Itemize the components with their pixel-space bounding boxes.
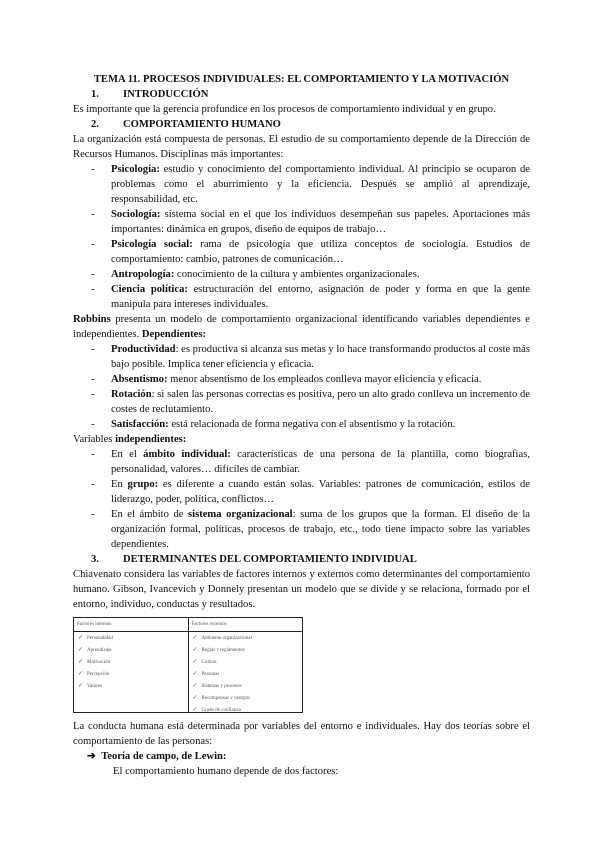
list-item: - En el ámbito individual: características de una persona de la plantilla, como biografías, personalidad, valores… difíciles de cambiar. xyxy=(73,447,530,477)
internal-factors-column xyxy=(74,618,189,712)
determinants-paragraph: Chiavenato considera las variables de factores internos y externos como determinantes del comportamiento humano. Gibson, Ivancevich y Donnely presentan un modelo que se divide y se relaciona, formado por el entorno, individuo, conductas y resultados. xyxy=(73,569,530,610)
independent-label: Variables independientes: xyxy=(73,434,187,445)
table-row: ✓ Ambiente organizacional xyxy=(192,635,252,641)
document-body xyxy=(73,72,530,779)
table-row: ✓ Aprendizaje xyxy=(78,647,112,653)
list-item: - Ciencia política: estructuración del entorno, asignación de poder y forma en que la gente manipula para intereses individuales. xyxy=(73,282,530,312)
check-icon: ✓ xyxy=(78,659,84,665)
table-row: ✓ Personalidad xyxy=(78,635,113,641)
dependent-variables-list xyxy=(73,342,530,432)
check-icon: ✓ xyxy=(78,635,84,641)
check-icon: ✓ xyxy=(78,683,84,689)
list-item: - Satisfacción: está relacionada de forma negativa con el absentismo y la rotación. xyxy=(73,417,530,432)
factors-table-figure xyxy=(73,617,303,713)
check-icon: ✓ xyxy=(78,671,84,677)
theory-heading: ➔ Teoría de campo, de Lewin: xyxy=(87,751,227,762)
check-icon: ✓ xyxy=(192,683,198,689)
check-icon: ✓ xyxy=(192,695,198,701)
human-behavior-paragraph: La organización está compuesta de personas. El estudio de su comportamiento depende de la Dirección de Recursos Humanos. Disciplinas más importantes: xyxy=(73,134,530,160)
external-factors-header: Factores externos xyxy=(189,618,303,632)
list-item: - En grupo: es diferente a cuando están solas. Variables: patrones de comunicación, estilos de liderazgo, poder, política, conflictos… xyxy=(73,477,530,507)
page-title: TEMA 11. PROCESOS INDIVIDUALES: EL COMPORTAMIENTO Y LA MOTIVACIÓN xyxy=(93,74,510,85)
section-heading-2: 2. COMPORTAMIENTO HUMANO xyxy=(91,119,281,130)
arrow-right-icon: ➔ xyxy=(87,751,96,762)
table-row: ✓ Cultura xyxy=(192,659,217,665)
intro-paragraph: Es importante que la gerencia profundice en los procesos de comportamiento individual y en grupo. xyxy=(73,104,496,115)
theory-text: El comportamiento humano depende de dos factores: xyxy=(113,766,339,777)
table-row: ✓ Personas xyxy=(192,671,220,677)
list-item: - Antropología: conocimiento de la cultura y ambientes organizacionales. xyxy=(73,267,530,282)
check-icon: ✓ xyxy=(192,635,198,641)
list-item: - Absentismo: menor absentismo de los empleados conlleva mayor eficiencia y eficacia. xyxy=(73,372,530,387)
check-icon: ✓ xyxy=(78,647,84,653)
table-row: ✓ Valores xyxy=(78,683,103,689)
list-item: - En el ámbito de sistema organizacional: suma de los grupos que la forman. El diseño de la organización formal, políticas, procesos de trabajo, etc., todo tiene impacto sobre las variables dependientes. xyxy=(73,507,530,552)
section-heading-3: 3. DETERMINANTES DEL COMPORTAMIENTO INDIVIDUAL xyxy=(91,554,417,565)
table-row: ✓ Sistemas y procesos xyxy=(192,683,242,689)
section-heading-1: 1. INTRODUCCIÓN xyxy=(91,89,209,100)
list-item: - Productividad: es productiva si alcanza sus metas y lo hace transformando productos al coste más bajo posible. Implica tener eficiencia y eficacia. xyxy=(73,342,530,372)
internal-factors-header: Factores internos xyxy=(74,618,188,632)
check-icon: ✓ xyxy=(192,659,198,665)
table-row: ✓ Recompensas y castigos xyxy=(192,695,251,701)
disciplines-list xyxy=(73,162,530,312)
independent-variables-list xyxy=(73,447,530,552)
conduct-paragraph: La conducta humana está determinada por variables del entorno e individuales. Hay dos teorías sobre el comportamiento de las personas: xyxy=(73,721,530,747)
table-row: ✓ Motivación xyxy=(78,659,111,665)
check-icon: ✓ xyxy=(192,707,198,713)
table-row: ✓ Percepción xyxy=(78,671,110,677)
check-icon: ✓ xyxy=(192,671,198,677)
table-row: ✓ Grado de confianza xyxy=(192,707,241,713)
check-icon: ✓ xyxy=(192,647,198,653)
list-item: - Sociología: sistema social en el que los individuos desempeñan sus papeles. Aportaciones más importantes: dinámica en grupos, diseño de equipos de trabajo… xyxy=(73,207,530,237)
robbins-paragraph: Robbins presenta un modelo de comportamiento organizacional identificando variables dependientes e independientes. Dependientes: xyxy=(73,314,530,340)
list-item: - Psicología: estudio y conocimiento del comportamiento individual. Al principio se ocuparon de problemas como el aburrimiento y la eficiencia. Después se amplió al aprendizaje, responsabilidad, etc. xyxy=(73,162,530,207)
list-item: - Rotación: si salen las personas correctas es positiva, pero un alto grado conlleva un incremento de costes de reclutamiento. xyxy=(73,387,530,417)
external-factors-column xyxy=(189,618,303,712)
list-item: - Psicología social: rama de psicología que utiliza conceptos de sociología. Estudios de comportamiento: cambio, patrones de comunicación… xyxy=(73,237,530,267)
table-row: ✓ Reglas y reglamentos xyxy=(192,647,245,653)
